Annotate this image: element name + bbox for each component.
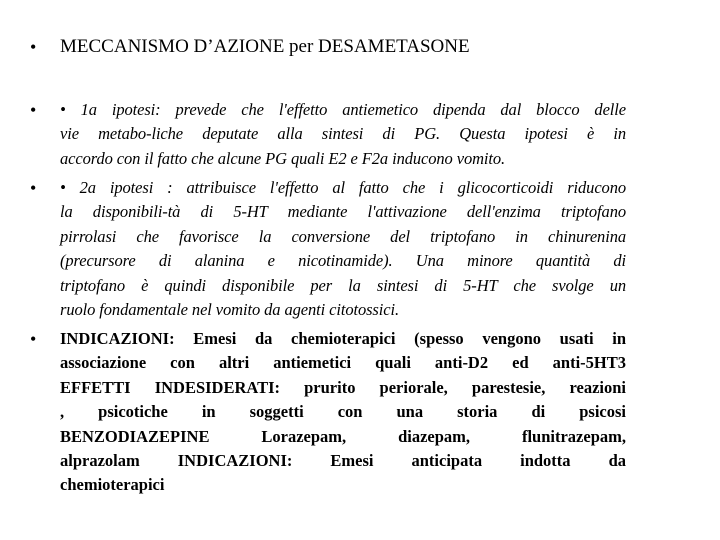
item-3-line-7: chemioterapici [60, 475, 165, 495]
item-2-paragraph [60, 176, 626, 322]
item-3-paragraph [60, 327, 626, 498]
item-1-bullet: • [30, 100, 37, 120]
item-1-line-3: accordo con il fatto che alcune PG quali E2 e F2a inducono vomito. [60, 148, 506, 168]
item-1-paragraph [60, 98, 626, 171]
item-1-line-2: vie metabo-liche deputate alla sintesi di PG. Questa ipotesi è in [60, 124, 626, 144]
item-3-line-3: EFFETTI INDESIDERATI: prurito periorale, parestesie, reazioni [60, 377, 626, 397]
item-3-line-1: INDICAZIONI: Emesi da chemioterapici (spesso vengono usati in [60, 329, 626, 348]
item-3-bullet: • [30, 329, 37, 349]
item-2-line-2: la disponibili-tà di 5-HT mediante l'attivazione dell'enzima triptofano [60, 202, 626, 222]
item-3-line-2: associazione con altri antiemetici quali anti-D2 ed anti-5HT3 [60, 353, 626, 373]
item-1-line-1: • 1a ipotesi: prevede che l'effetto antiemetico dipenda dal blocco delle [60, 100, 626, 119]
title-bullet: • [30, 37, 37, 57]
slide-title: MECCANISMO D’AZIONE per DESAMETASONE [60, 36, 470, 57]
item-2-line-4: (precursore di alanina e nicotinamide). Una minore quantità di [60, 251, 626, 271]
item-2-line-6: ruolo fondamentale nel vomito da agenti citotossici. [60, 300, 399, 320]
item-3-line-6: alprazolam INDICAZIONI: Emesi anticipata indotta da [60, 451, 626, 471]
item-3-line-4: , psicotiche in soggetti con una storia di psicosi [60, 402, 626, 422]
item-2-line-3: pirrolasi che favorisce la conversione del triptofano in chinurenina [60, 226, 626, 246]
item-3-line-5: BENZODIAZEPINE Lorazepam, diazepam, flunitrazepam, [60, 426, 626, 446]
item-2-line-1: • 2a ipotesi : attribuisce l'effetto al fatto che i glicocorticoidi riducono [60, 178, 626, 197]
item-2-bullet: • [30, 178, 37, 198]
item-2-line-5: triptofano è quindi disponibile per la sintesi di 5-HT che svolge un [60, 275, 626, 295]
